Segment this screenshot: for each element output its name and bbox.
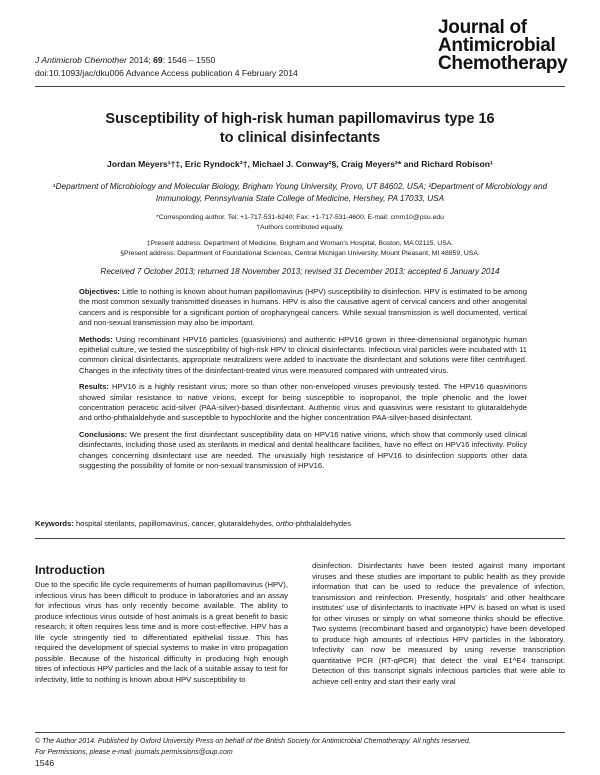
- equal-contribution-note: †Authors contributed equally.: [256, 224, 344, 231]
- copyright-footer: [35, 736, 471, 758]
- corresponding-author-note: *Corresponding author. Tel: +1-717-531-6240; Fax: +1-717-531-4600; E-mail: cmm10@psu.edu: [156, 214, 444, 221]
- affiliations: [35, 181, 565, 205]
- page-number: 1546: [35, 758, 55, 768]
- citation-journal: J Antimicrob Chemother: [35, 55, 127, 65]
- affiliation-line-1: ¹Department of Microbiology and Molecular Biology, Brigham Young University, Provo, UT 84602, USA; ²Department of Microbiology and: [52, 182, 548, 191]
- methods-text: Using recombinant HPV16 particles (quasivirions) and authentic HPV16 grown in three-dimensional organotypic human epithelial culture, we tested the susceptibility of high-risk HPV to clinical disinfectants. Infectious viral particles were incubated with 11 common clinical disinfectants, appropriate neutralizers were added to inactivate the disinfectant and solutions were filter centrifuged. Changes in the infectivity titres of the disinfectant-treated virus were measured compared with untreated virus.: [79, 334, 527, 375]
- conclusions-text: We present the first disinfectant susceptibility data on HPV16 native virions, which show that commonly used clinical disinfectants, including those used as sterilants in medical and dental healthcare facilities, have no effect on HPV16 infectivity. Policy changes concerning disinfectant use are needed. The unusually high resistance of HPV16 to disinfection supports other data suggesting the possibility of fomite or non-sexual transmission of HPV16.: [79, 429, 527, 471]
- body-column-right: disinfection. Disinfectants have been tested against many important viruses and these studies are important to public health as they provide information that can be used to reduce the prevalence of infection, transmission and reinfection. Presently, hospitals' and other healthcare institutes' use of disinfectants to inactivate HPV is based on what is used for other viruses or simply on what someone thinks should be effective. Two systems (recombinant based and organotypic) have been developed to produce high amounts of infectious HPV particles in the laboratory. Infectivity can now be measured by using reverse transcription quantitative PCR (RT-qPCR) that detect the viral E1^E4 transcript. Detection of this transcript signals infectious particles that were able to achieve cell entry and start their early viral: [312, 561, 565, 686]
- abstract-results: [79, 382, 527, 424]
- title-line-2: to clinical disinfectants: [219, 130, 381, 146]
- present-address-note-1: ‡Present address: Department of Medicine, Brigham and Woman's Hospital, Boston, MA 02115, USA.: [146, 240, 454, 247]
- title-line-1: Susceptibility of high-risk human papillomavirus type 16: [105, 111, 495, 127]
- abstract-methods: [79, 335, 527, 377]
- methods-label: Methods:: [79, 334, 113, 344]
- citation-year: 2014;: [129, 55, 151, 65]
- citation-line: [35, 54, 215, 67]
- copyright-line: © The Author 2014. Published by Oxford University Press on behalf of the British Society for Antimicrobial Chemotherapy. All rights reserved.: [35, 738, 471, 745]
- abstract-objectives: [79, 287, 527, 329]
- doi-line: doi:10.1093/jac/dku006 Advance Access publication 4 February 2014: [35, 68, 298, 78]
- journal-logo: [438, 19, 567, 73]
- keywords-text: hospital sterilants, papillomavirus, cancer, glutaraldehydes,: [73, 519, 277, 528]
- journal-name-line-1: Journal of: [438, 17, 527, 38]
- results-label: Results:: [79, 382, 109, 392]
- results-text: HPV16 is a highly resistant virus; more so than other non-enveloped viruses previously tested. The HPV16 quasivirions showed similar resistance to native virions, except for being susceptible to isopropanol, the triple phenolic and the lower concentration peracetic acid-silver (PAA-silver)-based disinfectant. Authentic virus and quasivirus were resistant to glutaraldehyde and ortho-phthalaldehyde and susceptible to hypochlorite and the higher concentration PAA-silver-based disinfectant.: [79, 382, 527, 423]
- citation-volume: 69: [153, 55, 163, 65]
- affiliation-line-2: Immunology, Pennsylvania State College of Medicine, Hershey, PA 17033, USA: [155, 194, 445, 203]
- article-title: [35, 110, 565, 148]
- abstract-conclusions: [79, 430, 527, 472]
- author-list: Jordan Meyers¹†‡, Eric Ryndock²†, Michael J. Conway²§, Craig Meyers²* and Richard Robison¹: [107, 159, 493, 169]
- objectives-text: Little to nothing is known about human papillomavirus (HPV) susceptibility to disinfection. HPV is estimated to be among the most common sexually transmitted diseases in humans. HPV is also the causative agent of cervical cancers and other anogenital cancers and is responsible for a significant portion of oropharyngeal cancers. While sexual transmission is well documented, vertical and non-sexual transmission may also be important.: [79, 287, 527, 328]
- keywords-italic-term: ortho: [276, 519, 294, 528]
- received-dates: Received 7 October 2013; returned 18 November 2013; revised 31 December 2013; accepted 6 January 2014: [100, 267, 500, 276]
- abstract-divider: [35, 538, 565, 539]
- abstract: [79, 287, 527, 478]
- journal-name-line-3: Chemotherapy: [438, 53, 568, 74]
- body-column-left: Due to the specific life cycle requirements of human papillomavirus (HPV), infectious virus has been difficult to produce in laboratories and an assay for infectious virus has only recently become available. The ability to produce infectious virus outside of host animals is a great benefit to basic research; it often requires less time and is more cost-effective. HPV has a life cycle stringently tied to differentiated epithelial tissue. This has required the development of special systems to make in vitro propagation possible. Because of the historical difficulty in producing high enough titres of infectious HPV particles and the lack of a suitable assay to test for infectivity, little to nothing is known about HPV susceptibility to: [35, 580, 288, 684]
- permissions-line: For Permissions, please e-mail: journals.permissions@oup.com: [35, 749, 233, 756]
- present-address-note-2: §Present address: Department of Foundational Sciences, Central Michigan University, Mount Pleasant, MI 48859, USA.: [120, 250, 480, 257]
- citation-pages: : 1546 – 1550: [162, 55, 216, 65]
- keywords-label: Keywords:: [35, 519, 74, 528]
- header-divider: [35, 86, 565, 87]
- conclusions-label: Conclusions:: [79, 429, 128, 439]
- section-heading-introduction: Introduction: [35, 563, 105, 577]
- keywords: [35, 519, 565, 528]
- journal-name-line-2: Antimicrobial: [438, 35, 556, 56]
- objectives-label: Objectives:: [79, 287, 120, 296]
- keywords-tail: -phthalaldehydes: [293, 519, 352, 528]
- author-notes: [35, 213, 565, 259]
- footer-divider: [35, 732, 565, 733]
